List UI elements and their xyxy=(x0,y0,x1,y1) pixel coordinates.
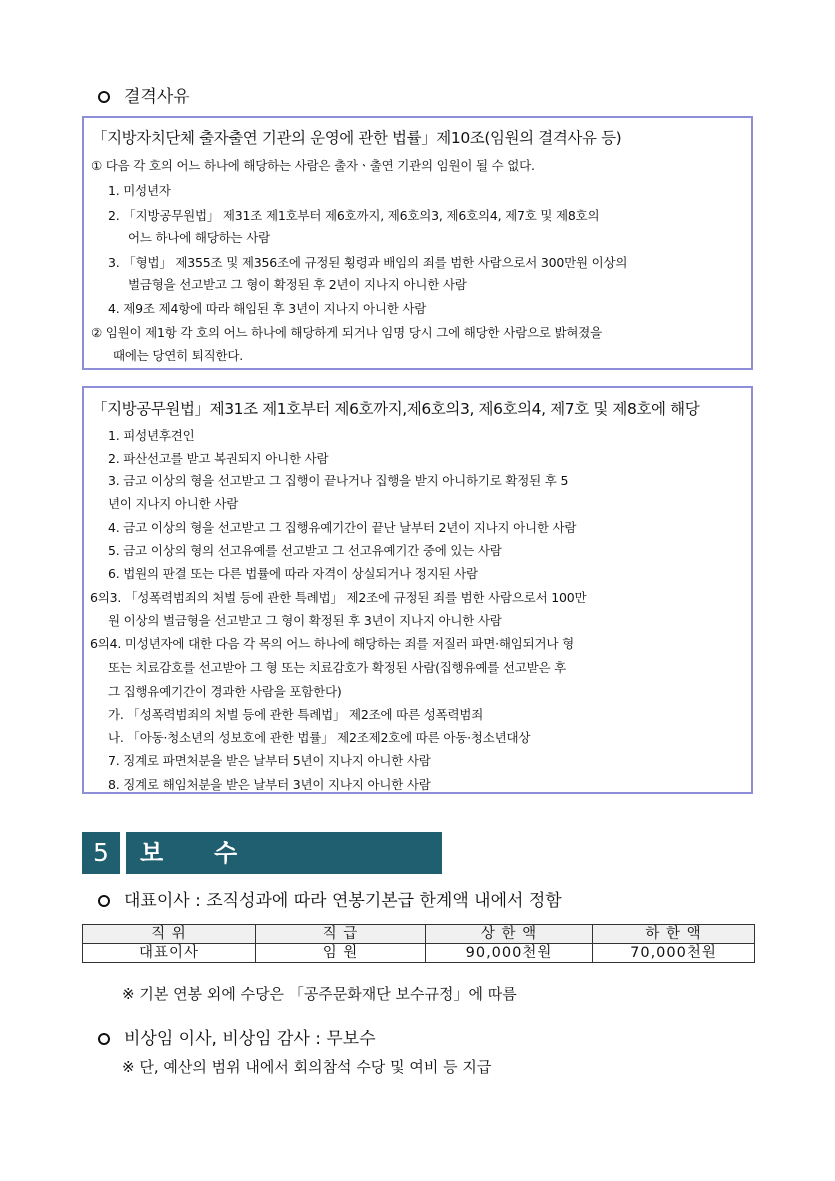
box2-line: 8. 징계로 해임처분을 받은 날부터 3년이 지나지 아니한 사람 xyxy=(108,777,431,792)
box2-line: 6의4. 미성년자에 대한 다음 각 목의 어느 하나에 해당하는 죄를 저질러 파면·해임되거나 형 xyxy=(90,636,574,651)
law-excerpt-box-2 xyxy=(82,386,753,794)
circle-bullet-icon xyxy=(98,895,110,907)
box1-line: 때에는 당연히 퇴직한다. xyxy=(113,348,244,363)
circle-bullet-icon xyxy=(98,1033,110,1045)
table-cell: 90,000천원 xyxy=(426,944,593,963)
box1-line: 3. 「형법」 제355조 및 제356조에 규정된 횡령과 배임의 죄를 범한 사람으로서 300만원 이상의 xyxy=(108,255,628,270)
box2-line: 년이 지나지 아니한 사람 xyxy=(108,496,239,511)
box2-line: 3. 금고 이상의 형을 선고받고 그 집행이 끝나거나 집행을 받지 아니하기로 확정된 후 5 xyxy=(108,473,569,488)
table-cell: 70,000천원 xyxy=(593,944,755,963)
box2-line: 2. 파산선고를 받고 복권되지 아니한 사람 xyxy=(108,451,329,466)
column-header: 하 한 액 xyxy=(593,925,755,944)
box2-line: 7. 징계로 파면처분을 받은 날부터 5년이 지나지 아니한 사람 xyxy=(108,753,431,768)
section-title-char: 보 xyxy=(140,839,164,867)
pay-table xyxy=(82,924,755,963)
section-title xyxy=(126,832,442,874)
allowance-note: ※ 기본 연봉 외에 수당은 「공주문화재단 보수규정」에 따름 xyxy=(122,985,517,1003)
box1-line: 어느 하나에 해당하는 사람 xyxy=(128,230,270,245)
box1-line: 1. 미성년자 xyxy=(108,183,171,198)
box1-line: ① 다음 각 호의 어느 하나에 해당하는 사람은 출자ㆍ출연 기관의 임원이 될 수 없다. xyxy=(91,158,535,173)
table-cell: 대표이사 xyxy=(83,944,256,963)
nonstanding-heading: 비상임 이사, 비상임 감사 : 무보수 xyxy=(98,1024,376,1049)
box1-line: ② 임원이 제1항 각 호의 어느 하나에 해당하게 되거나 임명 당시 그에 해당한 사람으로 밝혀졌을 xyxy=(91,325,602,340)
box1-line: 2. 「지방공무원법」 제31조 제1호부터 제6호까지, 제6호의3, 제6호의4, 제7호 및 제8호의 xyxy=(108,208,600,223)
table-header-row xyxy=(83,925,755,944)
box2-line: 또는 치료감호를 선고받아 그 형 또는 치료감호가 확정된 사람(집행유예를 선고받은 후 xyxy=(108,660,567,675)
box2-line: 가. 「성폭력범죄의 처벌 등에 관한 특례법」 제2조에 따른 성폭력범죄 xyxy=(108,707,484,722)
table-cell: 임 원 xyxy=(256,944,426,963)
column-header: 상 한 액 xyxy=(426,925,593,944)
box2-title: 「지방공무원법」제31조 제1호부터 제6호까지,제6호의3, 제6호의4, 제7호 및 제8호에 해당 xyxy=(92,400,700,418)
box1-line: 4. 제9조 제4항에 따라 해임된 후 3년이 지나지 아니한 사람 xyxy=(108,301,427,316)
circle-bullet-icon xyxy=(98,91,110,103)
ceo-pay-heading: 대표이사 : 조직성과에 따라 연봉기본급 한계액 내에서 정함 xyxy=(98,886,562,911)
box1-line: 벌금형을 선고받고 그 형이 확정된 후 2년이 지나지 아니한 사람 xyxy=(128,277,467,292)
box2-line: 1. 피성년후견인 xyxy=(108,428,195,443)
box2-line: 그 집행유예기간이 경과한 사람을 포함한다) xyxy=(108,684,342,699)
box2-line: 6. 법원의 판결 또는 다른 법률에 따라 자격이 상실되거나 정지된 사람 xyxy=(108,566,478,581)
table-row xyxy=(83,944,755,963)
section-title-char: 수 xyxy=(214,839,238,867)
expense-note: ※ 단, 예산의 범위 내에서 회의참석 수당 및 여비 등 지급 xyxy=(122,1058,492,1076)
box2-line: 5. 금고 이상의 형의 선고유예를 선고받고 그 선고유예기간 중에 있는 사람 xyxy=(108,543,502,558)
box2-line: 4. 금고 이상의 형을 선고받고 그 집행유예기간이 끝난 날부터 2년이 지나지 아니한 사람 xyxy=(108,520,577,535)
box2-line: 6의3. 「성폭력범죄의 처벌 등에 관한 특례법」 제2조에 규정된 죄를 범한 사람으로서 100만 xyxy=(90,590,587,605)
disqualification-heading: 결격사유 xyxy=(98,82,190,107)
box1-title: 「지방자치단체 출자출연 기관의 운영에 관한 법률」제10조(임원의 결격사유 등) xyxy=(92,129,622,147)
box2-line: 나. 「아동·청소년의 성보호에 관한 법률」 제2조제2호에 따른 아동·청소년대상 xyxy=(108,730,531,745)
box2-line: 원 이상의 벌금형을 선고받고 그 형이 확정된 후 3년이 지나지 아니한 사람 xyxy=(108,613,502,628)
column-header: 직 급 xyxy=(256,925,426,944)
section-number: 5 xyxy=(82,832,120,874)
law-excerpt-box-1 xyxy=(82,116,753,370)
column-header: 직 위 xyxy=(83,925,256,944)
